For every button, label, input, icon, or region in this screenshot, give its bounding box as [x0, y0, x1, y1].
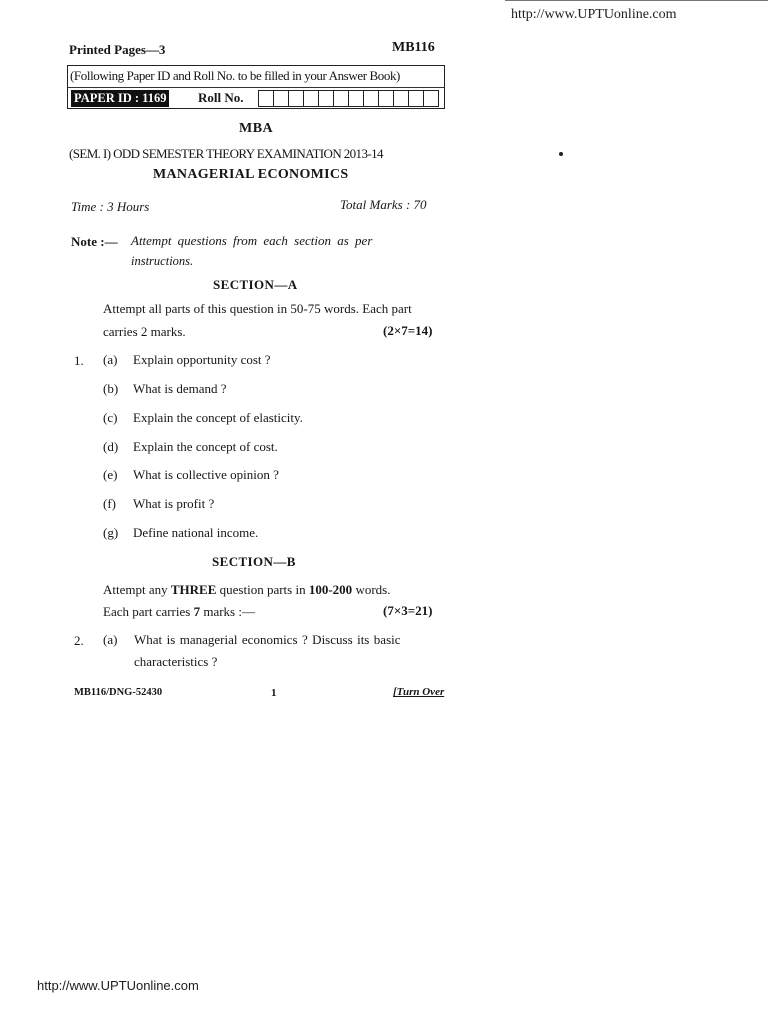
- question-1-number: 1.: [74, 353, 84, 368]
- roll-cell: [363, 90, 378, 107]
- section-a-marks: (2×7=14): [383, 323, 433, 338]
- paper-code: MB116: [392, 40, 435, 55]
- paper-id-box: [67, 65, 445, 109]
- part-1b-label: (b): [103, 381, 119, 396]
- time-label: Time : 3 Hours: [71, 199, 150, 214]
- answer-book-instruction: (Following Paper ID and Roll No. to be filled in your Answer Book): [70, 68, 400, 83]
- note-line-2: instructions.: [131, 254, 194, 268]
- bottom-url: http://www.UPTUonline.com: [37, 978, 199, 993]
- total-marks-label: Total Marks : 70: [340, 197, 427, 212]
- footer-turn-over: [Turn Over: [393, 686, 445, 698]
- section-b-instruction-1: [103, 582, 390, 598]
- instr-pre: Attempt any: [103, 582, 171, 597]
- section-a-heading: SECTION—A: [213, 277, 298, 292]
- roll-cell: [288, 90, 303, 107]
- instr2-pre: Each part carries: [103, 604, 194, 619]
- roll-no-label: Roll No.: [198, 90, 244, 105]
- question-2-number: 2.: [74, 633, 84, 648]
- part-1c-text: Explain the concept of elasticity.: [133, 410, 303, 425]
- part-2a-text-line-2: characteristics ?: [134, 654, 218, 669]
- instr-word-range: 100-200: [308, 582, 353, 597]
- exam-title: (SEM. I) ODD SEMESTER THEORY EXAMINATION 2013-14: [69, 146, 383, 161]
- roll-cell: [393, 90, 408, 107]
- footer-page-number: 1: [271, 687, 277, 699]
- top-rule: [505, 0, 768, 1]
- roll-cell: [258, 90, 273, 107]
- roll-cell: [423, 90, 439, 107]
- note-line-1: Attempt questions from each section as per: [131, 233, 373, 248]
- note-label: Note :—: [71, 234, 118, 249]
- part-1e-label: (e): [103, 467, 118, 482]
- part-1g-text: Define national income.: [133, 525, 259, 540]
- part-2a-text-line-1: What is managerial economics ? Discuss its basic: [134, 632, 401, 647]
- section-b-marks: (7×3=21): [383, 603, 433, 618]
- subject-title: MANAGERIAL ECONOMICS: [153, 167, 349, 182]
- part-1g-label: (g): [103, 525, 119, 540]
- roll-cell: [408, 90, 423, 107]
- section-a-instruction-1: Attempt all parts of this question in 50-75 words. Each part: [103, 301, 412, 316]
- part-1a-text: Explain opportunity cost ?: [133, 352, 271, 367]
- roll-cell: [318, 90, 333, 107]
- top-url: http://www.UPTUonline.com: [511, 7, 677, 22]
- footer-code: MB116/DNG-52430: [74, 687, 163, 698]
- roll-cell: [333, 90, 348, 107]
- part-2a-label: (a): [103, 632, 118, 647]
- part-1c-label: (c): [103, 410, 118, 425]
- part-1d-text: Explain the concept of cost.: [133, 439, 278, 454]
- section-b-heading: SECTION—B: [212, 554, 296, 569]
- roll-cell: [378, 90, 393, 107]
- instr-post: words.: [352, 582, 391, 597]
- instr-three: THREE: [170, 582, 217, 597]
- printed-pages: Printed Pages—3: [69, 42, 166, 57]
- program-title: MBA: [239, 121, 274, 136]
- roll-cell: [303, 90, 318, 107]
- roll-cell: [273, 90, 288, 107]
- instr-mid: question parts in: [216, 582, 309, 597]
- scan-speck: [559, 152, 563, 156]
- roll-cell: [348, 90, 363, 107]
- section-b-instruction-2: [103, 604, 255, 620]
- section-a-instruction-2: carries 2 marks.: [103, 324, 186, 339]
- part-1a-label: (a): [103, 352, 118, 367]
- box-divider: [68, 87, 444, 88]
- part-1e-text: What is collective opinion ?: [133, 467, 279, 482]
- paper-id-label: PAPER ID : 1169: [71, 90, 169, 107]
- part-1f-label: (f): [103, 496, 116, 511]
- instr2-marks-number: 7: [193, 604, 201, 619]
- roll-no-boxes: [258, 90, 439, 107]
- instr2-post: marks :—: [200, 604, 255, 619]
- part-1d-label: (d): [103, 439, 119, 454]
- part-1b-text: What is demand ?: [133, 381, 227, 396]
- part-1f-text: What is profit ?: [133, 496, 215, 511]
